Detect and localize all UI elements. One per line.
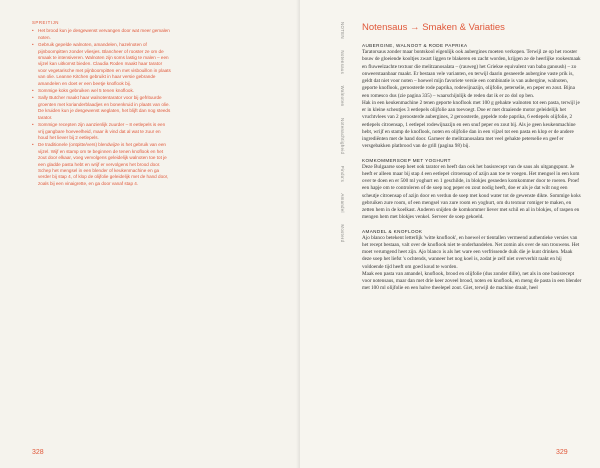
section-heading: KOMKOMMERSOEP MET YOGHURT bbox=[362, 157, 451, 163]
page-number-right: 329 bbox=[556, 449, 568, 456]
tip-text: De traditionele (ontpitte/vers) blendwijze is het gebruik van een vijzel. Wijf en stamp om te beginnen de tenen knoflook en het zout door elkaar, voeg vervolgens geleidelijk walnoten toe tot je een gladde pasta hebt en wrijf er vervolgens het brood door. Schep het mengsel in een blender of keukenmachine en ga verder bij stap 4, of klop de olijfolie geleidelijk met de hand door, zoals bij een vinaigrette, en ga door vanaf stap 4. bbox=[38, 142, 169, 186]
section-heading: AMANDEL & KNOFLOOK bbox=[362, 228, 423, 234]
tip-item bbox=[32, 28, 172, 41]
tip-item bbox=[32, 95, 172, 121]
tip-item bbox=[32, 42, 172, 87]
body-paragraph: Maak een pasta van amandel, knoflook, brood en olijfolie (dus zonder dille), net als in one basisrecept voor notensaus, maar dan met drie keer zoveel brood, noten en knoflook, en meng de pasta in een blender met 100 ml olijfolie en een halve theelepel zout. Giet, terwijl de machine draait, heel bbox=[362, 270, 582, 292]
running-header-item: Notensaus bbox=[340, 50, 345, 75]
tip-text: Sommige recepten zijn aanzienlijk zuurder – 8 eetlepels is een vrij gangbare hoeveelheid, maar ik vind dat al wat te zuur en houd het liever bij 2 eetlepels. bbox=[38, 122, 166, 140]
tip-text: Sally Butcher maakt haar walnotentarator voor bij gefrituurde groenten met korianderblaadjes en bonenkruid in plaats van olie. De kruiden kun je desgewenst weglaten, het blijft dan nog steeds tarator. bbox=[38, 95, 171, 120]
running-header-item: Amandel bbox=[340, 193, 345, 213]
tip-text: Sommige koks gebruiken wel 5 tenen knoflook. bbox=[38, 88, 135, 94]
tips-label: SPREITIJN bbox=[32, 20, 59, 25]
running-header-item: NOTEN bbox=[340, 22, 345, 39]
section-heading: AUBERGINE, WALNOOT & RODE PAPRIKA bbox=[362, 43, 468, 48]
bullet-icon: • bbox=[32, 28, 34, 34]
tip-text: Het brood kun je desgewenst vervangen door wat meer gemalen noten. bbox=[38, 28, 170, 40]
tip-item bbox=[32, 88, 172, 94]
bullet-icon: • bbox=[32, 142, 34, 148]
running-header-item: Notenachtigheid bbox=[340, 117, 345, 155]
running-header-item: Mosterd bbox=[340, 224, 345, 243]
bullet-icon: • bbox=[32, 88, 34, 94]
running-header-item: Pinda's bbox=[340, 165, 345, 183]
running-header-item: Walnoten bbox=[340, 85, 345, 107]
body-paragraph: Hak in een keukenmachine 2 tenen geporte knoflook met 100 g gehakte walnoten tot een pasta, terwijl je er in kleine scheutjes 3 eetlepels olijfolie aan toevoegt. Doe er met draaiende motor geleidelijk het vruchtvlees van 2 geroosterde aubergines, 2 geroosterde, gepelde rode paprika, 6 eetlepels olijfolie, 2 eetlepels citroensap, 1 eetlepel rodewijnazijn en een snuf peper en zout bij. Als je geen keukenmachine hebt, wrijf en stamp de knoflook, noten en olijfolie dan in een vijzel tot een pasta en klop er de andere ingrediënten met de hand door. Garneer de melitzanosalata met veel gehakte peterselie en geef er versgebakken platbrood van de grill (pagina 98) bij. bbox=[362, 99, 580, 150]
page-number-left: 328 bbox=[32, 449, 44, 456]
body-paragraph: Ajo blanco betekent letterlijk 'witte knoflook', en hoewel er tientallen vermeend authentieke versies van het recept bestaan, valt over de knoflook niet te onderhandelen. Net zomin als over de son trouwens. Het moet verumgend heet zijn. Ajo blanco is als het ware een verfrissende duik die je kunt drinken. Maak deze soep het liefst 's ochtends, wanneer het nog koel is, zodat je zelf niet oververhit raakt en hij voldoende tijd heeft om goed koud te worden. bbox=[362, 234, 580, 270]
bullet-icon: • bbox=[32, 95, 34, 101]
right-page-content bbox=[362, 43, 582, 293]
tips-column bbox=[32, 20, 172, 188]
tip-item bbox=[32, 142, 172, 187]
body-paragraph: Deze Bulgaarse soep heet ook tarator en heeft dan ook het basisrecept van de saus als uitgangspunt. Je heeft er alleen maar bij stap 4 een eetlepel citroensap of azijn aan toe te voegen. Het mengsel in een kom over te doen en er 500 ml yoghurt en 1 geschilde, in blokjes gesneden komkommer door te roeren. Proef een hapje om te controleren of de soep nog peper en zout nodig heeft, doe er als je dat wilt nog een scheutje citroensap of azijn door en verdun de soep met koud water tot de gewenste dikte. Sommige koks gebruiken zure room, of een mengsel van zure room en yoghurt, om du textuur romiger te maken, en zetten hem in de koelkast. Anderen snijden de komkommer liever met schil en al in blokjes, of raspen en mengen hem met blokjes venkel. Serveer de soep gekoeld. bbox=[362, 163, 581, 221]
body-paragraph: Taratorsaus zonder maar bontskool eigenlijk ook aubergines moeten verkopen. Terwijl ze op het rooster bouw de gloeiende kooltjes zwart liggen te blakeren en zacht worden, krijgen ze de heerlijke rookesmaak en fluweelzachte textuur die melitzanosalata – (rauweg) het Griekse equivalent van baba ganoush) – zo onweerstaanbaar maakt. Er bestaan vele varianten, en terwijl daarin gesneerde aubergine vaste prik is, geldt dat niet voor noten – hoewel mijn favoriete versie een combinatie is van aubergine, walnoten, geporte knoflook, geroosterde rode paprika, rodewijnazijn, olijfolie, peterselie, en peper en zout. Bijna een romesco dus (zie pagina 335) – waarschijnlijk de reden dat ik er zo dol op ben. bbox=[362, 49, 581, 99]
bullet-icon: • bbox=[32, 122, 34, 128]
tip-text: Gebruik gepelde walnoten, amandelen, hazelnoten of pijnboompitten zonder vliesjes. Blancheer of rooster ze om de smaak te intensiveren. Walnoten zijn soms lastig te malen – een vijzel kan uitkomst bieden. Claudia Roden maakt haar tarator voor vegetarische met pijnboompitten en met visbouillon in plaats van olie. Leanne Kitchen gebruikt in haar versie gebrande amandelen en doet er een beetje knoflook bij. bbox=[38, 42, 171, 86]
running-header bbox=[340, 22, 345, 252]
chapter-title: Notensaus → Smaken & Variaties bbox=[362, 22, 505, 33]
tip-item bbox=[32, 122, 172, 141]
bullet-icon: • bbox=[32, 42, 34, 48]
